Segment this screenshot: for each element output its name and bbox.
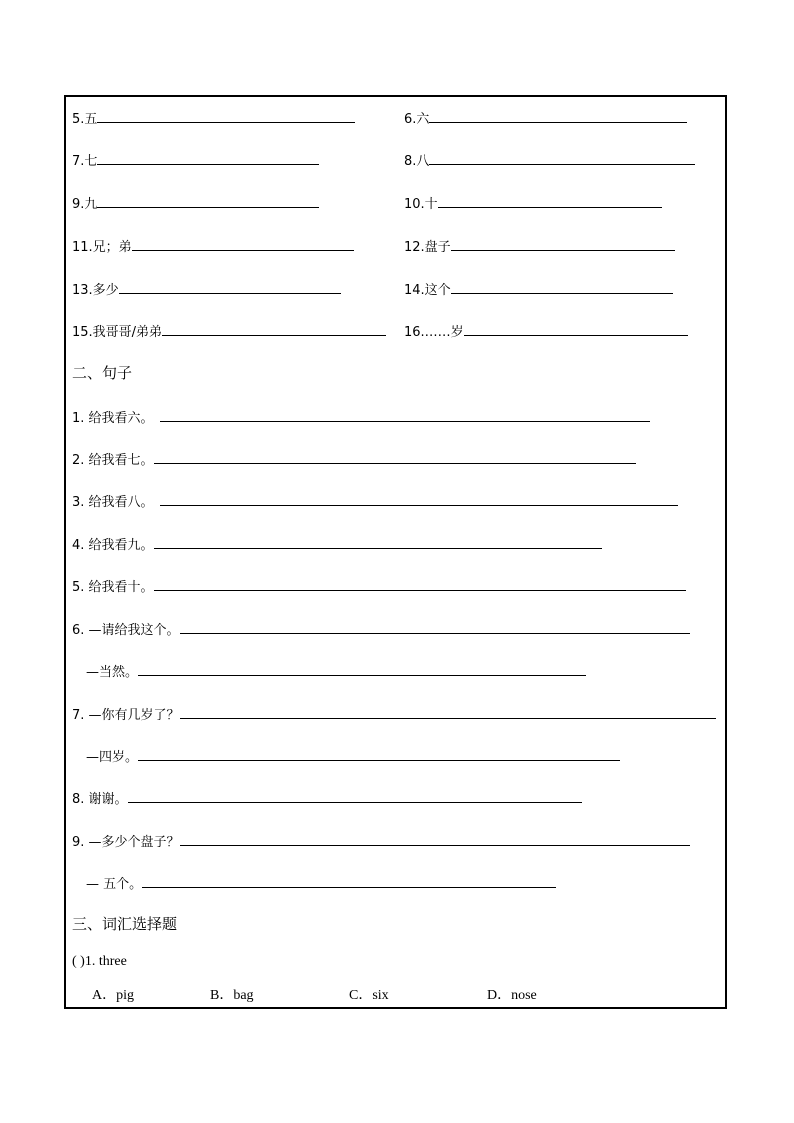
section-title-vocab-choice: 三、词汇选择题 xyxy=(72,915,178,933)
option-d: D．nose xyxy=(487,988,537,1003)
question-1 xyxy=(72,954,127,970)
sentence-8: 8. 谢谢。 xyxy=(72,790,582,808)
option-a: A．pig xyxy=(92,988,134,1003)
vocab-item-6: 6.六 xyxy=(404,110,687,128)
vocab-item-7: 7.七 xyxy=(72,152,319,170)
vocab-item-14: 14.这个 xyxy=(404,281,673,299)
vocab-item-9: 9.九 xyxy=(72,195,319,213)
vocab-item-15: 15.我哥哥/弟弟 xyxy=(72,323,386,341)
vocab-item-11: 11.兄；弟 xyxy=(72,238,354,256)
vocab-item-5: 5.五 xyxy=(72,110,355,128)
sentence-7: 7. —你有几岁了？ xyxy=(72,706,716,724)
vocab-item-13: 13.多少 xyxy=(72,281,341,299)
sentence-4: 4. 给我看九。 xyxy=(72,536,602,554)
sentence-9-reply: — 五个。 xyxy=(86,875,556,893)
sentence-9: 9. —多少个盘子？ xyxy=(72,833,690,851)
option-c: C．six xyxy=(349,988,389,1003)
vocab-item-16: 16.……岁 xyxy=(404,323,688,341)
sentence-7-reply: —四岁。 xyxy=(86,748,620,766)
sentence-2: 2. 给我看七。 xyxy=(72,451,636,469)
vocab-item-10: 10.十 xyxy=(404,195,662,213)
sentence-3: 3. 给我看八。 xyxy=(72,493,678,511)
section-title-sentences: 二、句子 xyxy=(72,364,133,382)
sentence-5: 5. 给我看十。 xyxy=(72,578,686,596)
answer-paren[interactable]: ( ) xyxy=(72,954,85,969)
vocab-item-12: 12.盘子 xyxy=(404,238,675,256)
sentence-6: 6. —请给我这个。 xyxy=(72,621,690,639)
option-b: B．bag xyxy=(210,988,254,1003)
question-1-stem: 1. three xyxy=(84,954,127,969)
sentence-1: 1. 给我看六。 xyxy=(72,409,650,427)
sentence-6-reply: —当然。 xyxy=(86,663,586,681)
vocab-item-8: 8.八 xyxy=(404,152,695,170)
